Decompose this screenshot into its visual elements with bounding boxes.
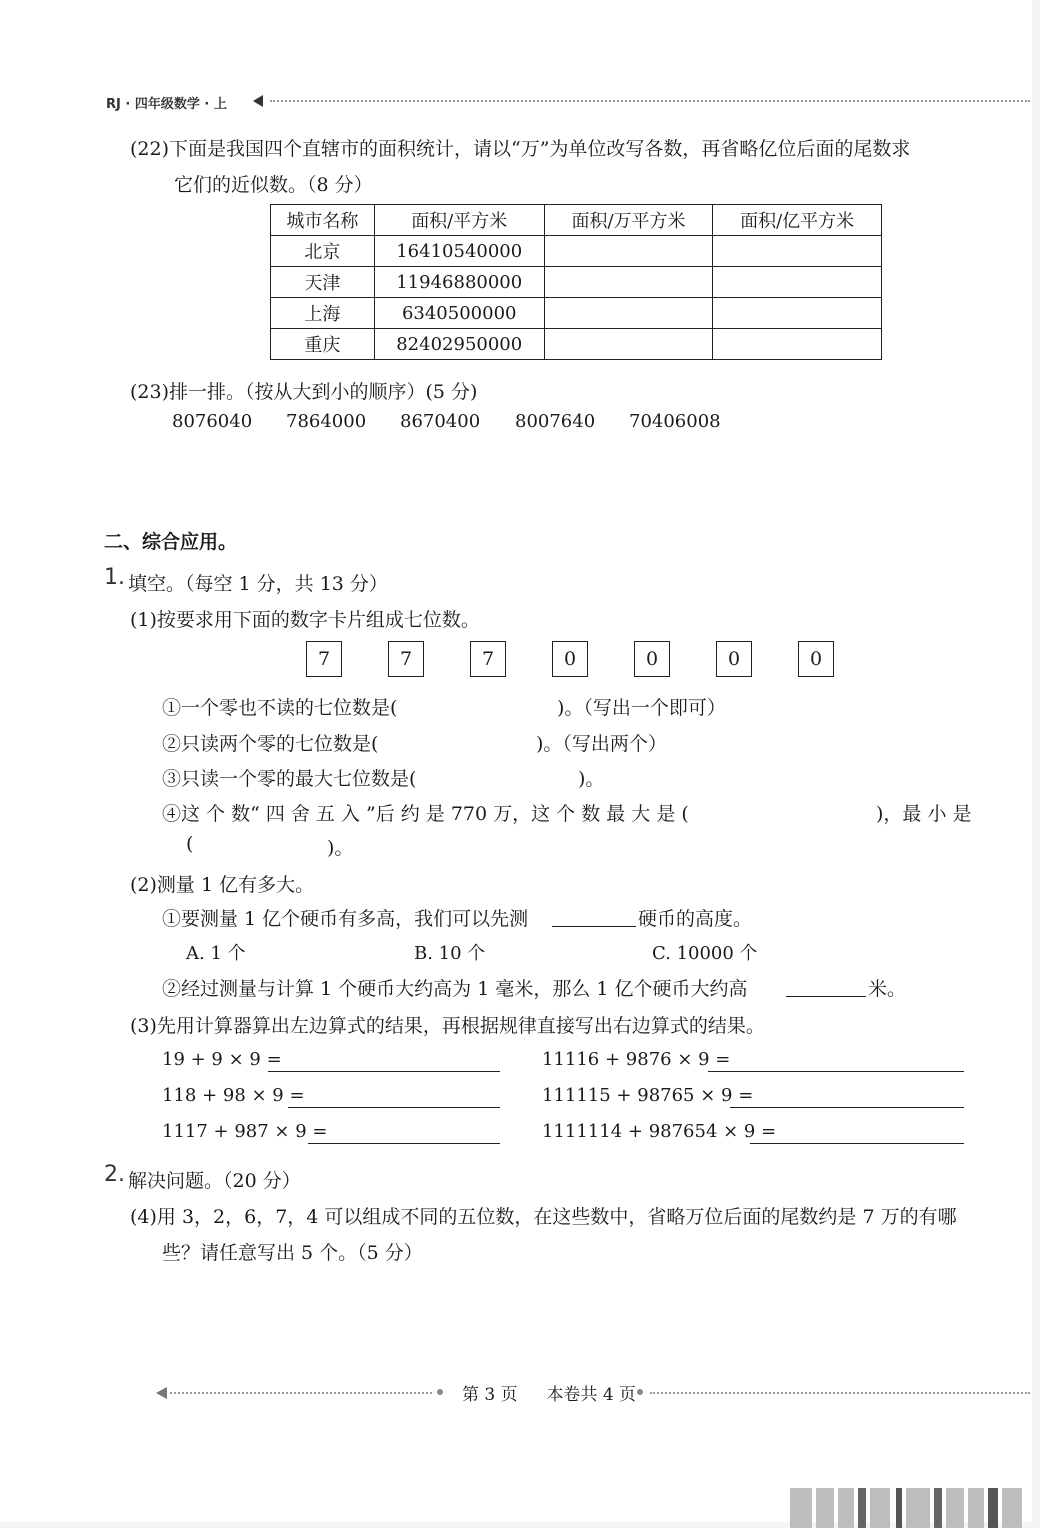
table-row — [271, 329, 882, 360]
answer-cell-yi[interactable] — [713, 329, 882, 360]
footer-left-arrow-icon — [156, 1387, 167, 1399]
section2-title: 二、综合应用。 — [104, 531, 238, 553]
s1-item2-suffix: )。（写出两个） — [536, 733, 667, 755]
table-header-cell: 面积/平方米 — [374, 205, 544, 236]
s4-line1: (4)用 3，2，6，7，4 可以组成不同的五位数，在这些数中，省略万位后面的尾数约是 7 万的有哪 — [130, 1206, 957, 1228]
table-header-cell: 城市名称 — [271, 205, 375, 236]
s1-item2-prefix: ②只读两个零的七位数是( — [162, 733, 379, 755]
equation-left: 118 + 98 × 9 = — [162, 1085, 305, 1106]
s1-item4-open: ( — [186, 833, 194, 855]
s2-item2-suffix: 米。 — [868, 978, 907, 1000]
q23-number: 7864000 — [286, 411, 367, 432]
footer-dot-icon — [637, 1389, 643, 1395]
header-arrow-icon — [253, 95, 263, 107]
answer-cell-wan[interactable] — [544, 236, 713, 267]
s2-item1-suffix: 硬币的高度。 — [638, 908, 753, 930]
answer-cell-wan[interactable] — [544, 329, 713, 360]
q23-number: 70406008 — [629, 411, 721, 432]
footer-page — [462, 1380, 636, 1405]
page-number: 第 3 页 — [462, 1385, 518, 1405]
digit-card: 7 — [388, 641, 424, 677]
digit-card: 0 — [634, 641, 670, 677]
answer-line[interactable] — [750, 1143, 964, 1144]
area-cell: 11946880000 — [374, 267, 544, 298]
equation-right: 1111114 + 987654 × 9 = — [542, 1121, 777, 1142]
page-total: 本卷共 4 页 — [546, 1385, 637, 1405]
answer-line[interactable] — [268, 1071, 500, 1072]
s1-item3-suffix: )。 — [578, 768, 605, 790]
table-row — [271, 298, 882, 329]
q23-number: 8076040 — [172, 411, 253, 432]
digit-card: 7 — [470, 641, 506, 677]
table-header-row — [271, 205, 882, 236]
s1-item4-close: )。 — [327, 837, 354, 859]
area-cell: 82402950000 — [374, 329, 544, 360]
equation-right: 111115 + 98765 × 9 = — [542, 1085, 754, 1106]
q23-number: 8670400 — [400, 411, 481, 432]
p1-title: 填空。（每空 1 分，共 13 分） — [128, 573, 388, 595]
s2-item2-prefix: ②经过测量与计算 1 个硬币大约高为 1 毫米，那么 1 亿个硬币大约高 — [162, 978, 748, 1000]
header-divider — [270, 100, 1030, 102]
option-c[interactable]: C. 10000 个 — [652, 943, 758, 964]
page-header: RJ · 四年级数学 · 上 — [106, 97, 227, 112]
table-row — [271, 267, 882, 298]
q23-title: (23)排一排。（按从大到小的顺序）(5 分) — [130, 381, 478, 403]
area-cell: 6340500000 — [374, 298, 544, 329]
s1-item4-prefix: ④这 个 数“ 四 舍 五 入 ”后 约 是 770 万，这 个 数 最 大 是 ( — [162, 803, 689, 825]
equation-left: 19 + 9 × 9 = — [162, 1049, 282, 1070]
city-cell: 上海 — [271, 298, 375, 329]
s2-title: (2)测量 1 亿有多大。 — [130, 874, 315, 896]
footer-divider-left — [170, 1392, 432, 1394]
s1-item1-prefix: ①一个零也不读的七位数是( — [162, 697, 398, 719]
height-blank[interactable] — [786, 996, 866, 997]
s2-item1-prefix: ①要测量 1 亿个硬币有多高，我们可以先测 — [162, 908, 529, 930]
coin-count-blank[interactable] — [552, 926, 636, 927]
digit-card: 7 — [306, 641, 342, 677]
q22-line1: (22)下面是我国四个直辖市的面积统计，请以“万”为单位改写各数，再省略亿位后面的尾数求 — [130, 138, 911, 160]
s1-title: (1)按要求用下面的数字卡片组成七位数。 — [130, 609, 480, 631]
footer-divider-right — [650, 1392, 1030, 1394]
answer-cell-wan[interactable] — [544, 267, 713, 298]
p1-number: 1. — [104, 565, 125, 590]
city-cell: 北京 — [271, 236, 375, 267]
s1-item1-suffix: )。（写出一个即可） — [557, 697, 726, 719]
p2-title: 解决问题。（20 分） — [128, 1170, 301, 1192]
digit-card: 0 — [716, 641, 752, 677]
digit-card: 0 — [552, 641, 588, 677]
s4-line2: 些？请任意写出 5 个。（5 分） — [162, 1242, 423, 1264]
s1-item4-middle: )，最 小 是 — [876, 803, 972, 825]
s1-item3-prefix: ③只读一个零的最大七位数是( — [162, 768, 417, 790]
q23-number: 8007640 — [515, 411, 596, 432]
answer-cell-yi[interactable] — [713, 267, 882, 298]
table-header-cell: 面积/亿平方米 — [713, 205, 882, 236]
answer-cell-yi[interactable] — [713, 298, 882, 329]
answer-line[interactable] — [708, 1071, 964, 1072]
answer-line[interactable] — [308, 1143, 500, 1144]
option-a[interactable]: A. 1 个 — [186, 943, 246, 964]
digit-card: 0 — [798, 641, 834, 677]
answer-line[interactable] — [288, 1107, 500, 1108]
table-header-cell: 面积/万平方米 — [544, 205, 713, 236]
equation-right: 11116 + 9876 × 9 = — [542, 1049, 731, 1070]
answer-cell-yi[interactable] — [713, 236, 882, 267]
p2-number: 2. — [104, 1162, 125, 1187]
city-cell: 重庆 — [271, 329, 375, 360]
answer-cell-wan[interactable] — [544, 298, 713, 329]
s3-title: (3)先用计算器算出左边算式的结果，再根据规律直接写出右边算式的结果。 — [130, 1015, 765, 1037]
equation-left: 1117 + 987 × 9 = — [162, 1121, 328, 1142]
option-b[interactable]: B. 10 个 — [414, 943, 486, 964]
answer-line[interactable] — [730, 1107, 964, 1108]
q22-line2: 它们的近似数。（8 分） — [174, 174, 373, 196]
table-row — [271, 236, 882, 267]
footer-dot-icon — [437, 1389, 443, 1395]
city-cell: 天津 — [271, 267, 375, 298]
area-table — [270, 204, 882, 360]
area-cell: 16410540000 — [374, 236, 544, 267]
